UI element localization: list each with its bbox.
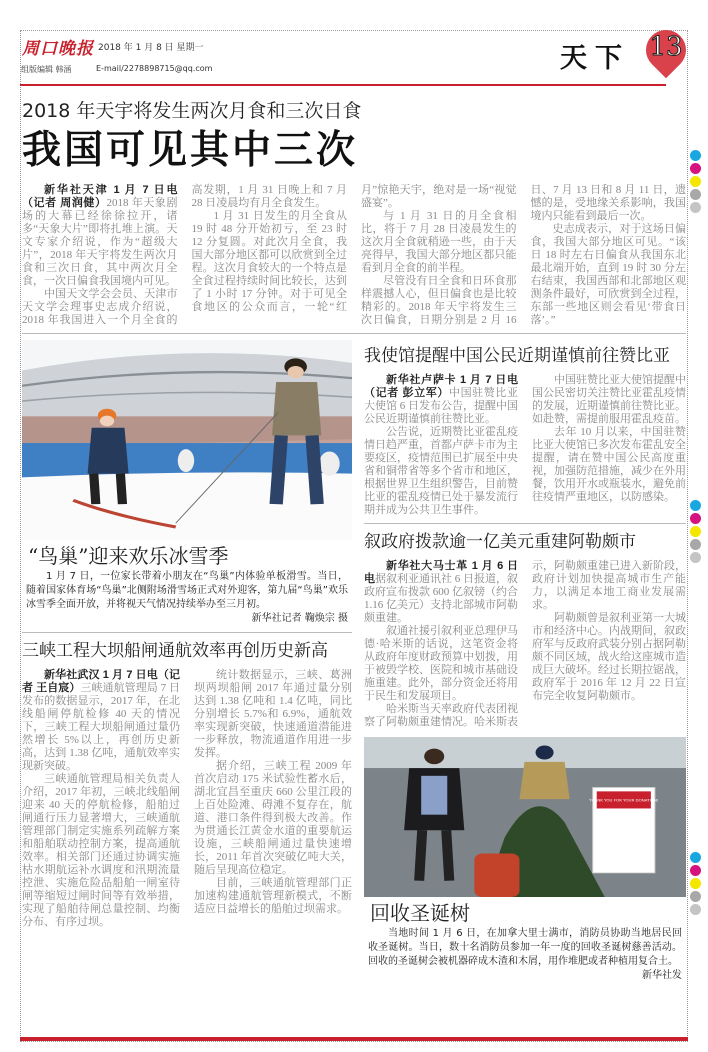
paragraph: 去年 10 月以来，中国驻赞比亚大使馆已多次发布霍乱安全提醒，请在赞中国公民高度重视，加强防范措施，减少在外用餐，饮用开水或瓶装水，避免前往疫情严重地区，以防感染。 [532, 426, 686, 503]
paragraph: 阿勒颇曾是叙利亚第一大城市和经济中心。内战期间，叙政府军与反政府武装分别占据阿勒颇不同区域，战火给这座城市造成巨大破坏。经过长期拉锯战，政府军于 2016 年 12 月 22 日宣布完全收复阿勒颇市。 [532, 612, 686, 702]
registration-dot-magenta [690, 865, 701, 876]
paragraph: 1 月 31 日发生的月全食从 19 时 48 分开始初亏，至 23 时 12 分复圆。对此次月全食，我国大部分地区都可以欣赏到全过程。这次月食较大的一个特点是全食过程持续时间比较长，达到了 1 小时 17 分钟。对于可见全食地区的公众而言，一轮“红月”惊艳天宇，绝对是一场“视觉盛宴”。 [191, 184, 517, 313]
caption-text: 1 月 7 日，一位家长带着小朋友在“鸟巢”内体验单板滑雪。当日，随着国家体育场“鸟巢”北侧附场滑雪场正式对外迎客，第九届“鸟巢”欢乐冰雪季全面开放，并将视天气情况持续举办至三月初。 [26, 571, 348, 610]
lead-story-body [22, 184, 686, 327]
registration-dot-gray [690, 189, 701, 200]
christmas-tree-recycling-photo [364, 737, 686, 897]
registration-dot-cyan [690, 852, 701, 863]
paragraph: 中国天文学会会员、天津市天文学会理事史志成介绍说，2018 年我国进入一个月全食的高发期，1 月 31 日晚上和 7 月 28 日凌晨均有月全食发生。 [22, 184, 347, 326]
divider [22, 632, 352, 633]
dateline: 新华社武汉 1 月 7 日电（记者 王自宸） [22, 669, 180, 694]
three-gorges-headline: 三峡工程大坝船闸通航效率再创历史新高 [22, 641, 328, 661]
registration-dot-gray [690, 891, 701, 902]
lower-section [22, 340, 686, 983]
section-title: 天下 [560, 43, 630, 74]
photo-credit: 新华社记者 鞠焕宗 摄 [251, 613, 348, 624]
paragraph: 新华社天津 1 月 7 日电（记者 周润健）2018 年天象剧场的大幕已经徐徐拉开，诸多“天象大片”即将扎堆上演。天文专家介绍说，作为“超级大片”，2018 年天宇将发生两次月食和三次日食，其中两次月全食，一次日偏食我国境内可见。 [22, 184, 178, 287]
paragraph: 尽管没有日全食和日环食那样震撼人心，但日偏食也是比较精彩的。2018 年天宇将发生三次日偏食，日期分别是 2 月 16 日、7 月 13 日和 8 月 11 日，遗憾的是，受地缘关系影响，我国境内只能看到最后一次。 [361, 184, 686, 326]
zambia-headline: 我使馆提醒中国公民近期谨慎前往赞比亚 [364, 346, 670, 366]
registration-dot-lightgray [690, 202, 701, 213]
paragraph: 哈米斯当天率政府代表团视察了阿勒颇重建情况。哈米斯表示，阿勒颇重建已进入新阶段，政府计划加快提高城市生产能力，以满足本地工商业发展需求。 [364, 560, 686, 728]
divider [364, 523, 686, 524]
photo-credit: 新华社发 [642, 970, 682, 981]
paragraph: 统计数据显示，三峡、葛洲坝两坝船闸 2017 年通过量分别达到 1.38 亿吨和 1.4 亿吨，同比分别增长 5.7%和 6.9%，通航效率实现新突破，快速通道潜能进一步释放，物流通道作用进一步发挥。 [194, 669, 352, 759]
lead-subtitle: 2018 年天宇将发生两次月食和三次日食 [22, 100, 362, 122]
registration-dot-cyan [690, 150, 701, 161]
three-gorges-story-body [22, 669, 352, 929]
paragraph: 据介绍，三峡工程 2009 年首次启动 175 米试验性蓄水后，湖北宜昌至重庆 660 公里江段的上百处险滩、碍滩不复存在，航道、港口条件得到极大改善。作为贯通长江黄金水道的重要航运设施，三峡船闸通过量快速增长，2011 年首次突破亿吨大关，随后呈现高位稳定。 [194, 760, 352, 876]
zambia-story-body [364, 374, 686, 517]
registration-dot-lightgray [690, 552, 701, 563]
registration-dot-yellow [690, 526, 701, 537]
divider [22, 333, 686, 334]
right-column [364, 340, 686, 983]
birdnest-skiing-photo [22, 340, 352, 540]
paragraph: 中国驻赞比亚大使馆提醒中国公民密切关注赞比亚霍乱疫情的发展，近期谨慎前往赞比亚。如赴赞，需提前服用霍乱疫苗。 [532, 374, 686, 425]
donation-sign-text: THANK YOU FOR YOUR DONATION! [589, 798, 659, 803]
footer-divider [20, 1036, 688, 1041]
editor-credit: 组版编辑 韩涵 [21, 65, 72, 74]
birdnest-headline: “鸟巢”迎来欢乐冰雪季 [28, 544, 229, 568]
registration-dot-gray [690, 539, 701, 550]
dateline: 新华社卢萨卡 1 月 7 日电（记者 彭立军） [364, 374, 518, 399]
paragraph: 三峡通航管理局相关负责人介绍，2017 年初，三峡北线船闸迎来 40 天的停航检修，船舶过闸通行压力显著增大，三峡通航管理部门制定实施系列疏解方案和船舶联动控制方案，提高通航效率。相关部门还通过协调实施枯水期航运补水调度和汛期流量控泄、实施危险品船舶一闸室待闸等缩短过闸时间等有效举措，实现了船舶待闸总量控制、均衡分布、有序过坝。 [22, 773, 180, 928]
registration-dot-magenta [690, 163, 701, 174]
paragraph: 新华社大马士革 1 月 6 日电据叙利亚通讯社 6 日报道，叙政府宣布拨款 600 亿叙镑（约合 1.16 亿美元）支持北部城市阿勒颇重建。 [364, 560, 518, 624]
xmas-caption [364, 927, 686, 983]
dateline: 新华社大马士革 1 月 6 日电 [364, 560, 518, 585]
newspaper-logo: 周口晚报 [22, 39, 94, 59]
registration-dot-cyan [690, 500, 701, 511]
aleppo-story-body [364, 560, 686, 729]
paragraph: 公告说，近期赞比亚霍乱疫情日趋严重，首都卢萨卡市为主要疫区，疫情范围已扩展至中央省和铜带省等多个省市和地区，根据世界卫生组织警告，目前赞比亚的霍乱疫情已处于暴发流行期并成为公共卫生事件。 [364, 426, 518, 516]
birdnest-caption [22, 570, 352, 626]
registration-dot-yellow [690, 878, 701, 889]
dateline: 新华社天津 1 月 7 日电（记者 周润健） [22, 184, 178, 209]
lead-headline: 我国可见其中三次 [22, 127, 359, 173]
paragraph: 史志成表示，对于这场日偏食，我国大部分地区可见。“该日 18 时左右日偏食从我国东北最北端开始，直到 19 时 30 分左右结束，我国西部和北部地区观测条件最好，可欣赏到全过程，东部一些地区则会看见‘带食日落’。” [530, 223, 686, 326]
xmas-headline: 回收圣诞树 [370, 901, 470, 925]
issue-date: 2018 年 1 月 8 日 星期一 [98, 43, 204, 53]
registration-dot-yellow [690, 176, 701, 187]
editor-email: E-mail/2278898715@qq.com [96, 64, 213, 73]
paragraph: 叙通社援引叙利亚总理伊马德·哈米斯的话说，这笔资金将从政府年度财政预算中划拨，用于被毁学校、医院和城市基础设施重建。此外，部分资金还将用于民生和发展项目。 [364, 625, 518, 702]
paragraph: 新华社武汉 1 月 7 日电（记者 王自宸）三峡通航管理局 7 日发布的数据显示，2017 年，在北线船闸停航检修 40 天的情况下，三峡工程大坝船闸通过量仍然增长 5%以上，再创历史新高，达到 1.38 亿吨，通航效率实现新突破。 [22, 669, 180, 772]
left-column [22, 340, 352, 983]
paragraph: 目前，三峡通航管理部门正加速构建通航管理新模式，不断适应日益增长的船舶过坝需求。 [194, 877, 352, 915]
page-number: 13 [649, 32, 683, 62]
header-divider [20, 84, 666, 86]
aleppo-headline: 叙政府拨款逾一亿美元重建阿勒颇市 [364, 532, 636, 552]
paragraph: 新华社卢萨卡 1 月 7 日电（记者 彭立军）中国驻赞比亚大使馆 6 日发布公告，提醒中国公民近期谨慎前往赞比亚。 [364, 374, 519, 425]
page-content [22, 98, 686, 983]
registration-dot-lightgray [690, 904, 701, 915]
registration-marks [690, 500, 701, 565]
registration-dot-magenta [690, 513, 701, 524]
registration-marks [690, 150, 701, 215]
paragraph: 与 1 月 31 日的月全食相比，将于 7 月 28 日凌晨发生的这次月全食就稍逊一些，由于天亮得早，我国大部分地区都只能看到月全食的前半程。 [361, 210, 517, 274]
registration-marks [690, 852, 701, 917]
caption-text: 当地时间 1 月 6 日，在加拿大里士满市，消防员协助当地居民回收圣诞树。当日，数十名消防员参加一年一度的回收圣诞树慈善活动。回收的圣诞树会被机器碎成木渣和木屑，用作堆肥或者种植用复合土。 [368, 928, 682, 967]
